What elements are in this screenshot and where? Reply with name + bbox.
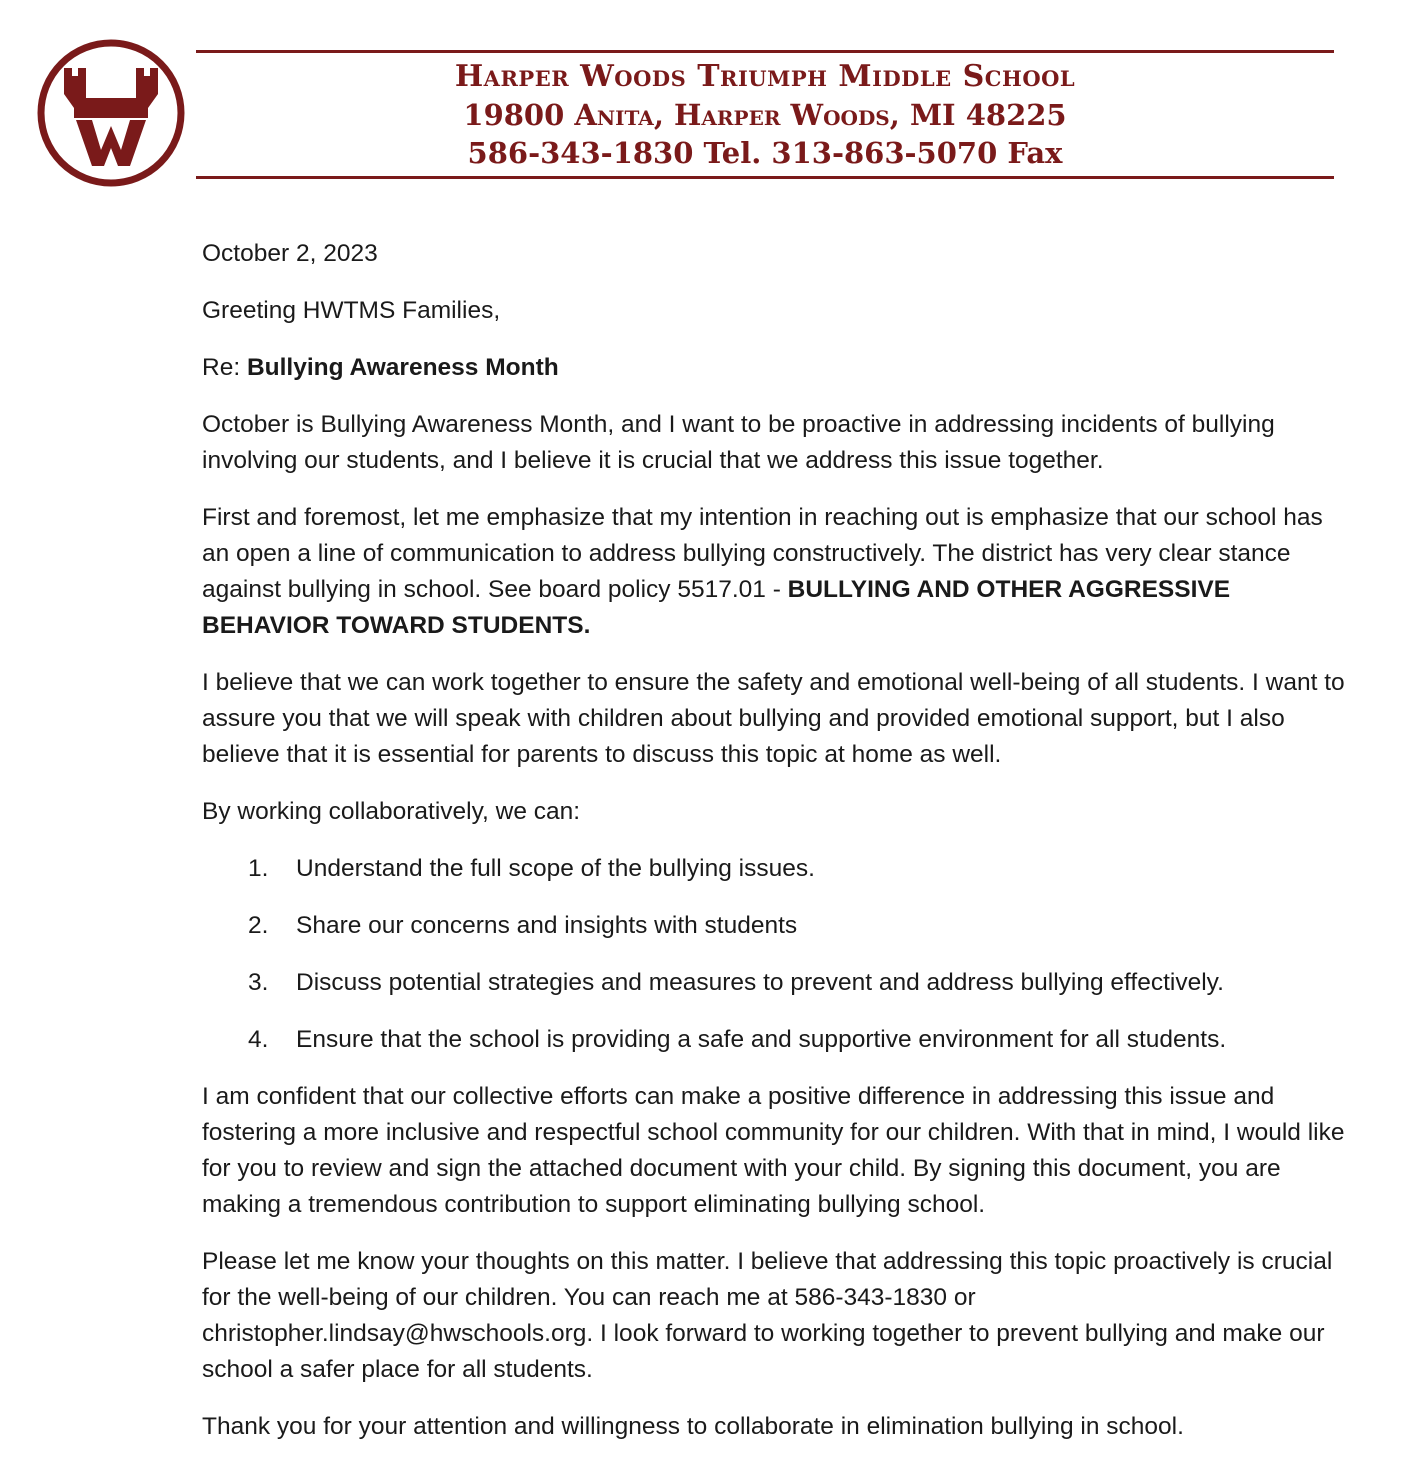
list-intro: By working collaboratively, we can: [202, 798, 581, 825]
list-item [202, 851, 1352, 887]
goals-list [202, 851, 1352, 1058]
header-top-rule [196, 50, 1334, 53]
school-logo [36, 38, 186, 188]
list-item [202, 1022, 1352, 1058]
paragraph-intro: October is Bullying Awareness Month, and I want to be proactive in addressing incidents of bullying involving our students, and I believe it is crucial that we address this issue together. [202, 411, 1275, 474]
list-item-text: Understand the full scope of the bullying issues. [296, 855, 815, 882]
list-item [202, 908, 1352, 944]
re-subject: Bullying Awareness Month [246, 354, 559, 381]
paragraph-support: I believe that we can work together to ensure the safety and emotional well-being of all students. I want to assure you that we will speak with children about bullying and provided emotional support, but I also believe that it is essential for parents to discuss this topic at home as well. [202, 669, 1345, 768]
list-item-number: 3. [248, 969, 269, 996]
list-item-number: 2. [248, 912, 269, 939]
paragraph-contact: Please let me know your thoughts on this matter. I believe that addressing this topic proactively is crucial for the well-being of our children. You can reach me at 586-343-1830 or christopher.lindsay@hwschools.org. I look forward to working together to prevent bullying and make our school a safer place for all students. [202, 1248, 1333, 1383]
paragraph-policy [202, 500, 1352, 644]
paragraph-thanks: Thank you for your attention and willingness to collaborate in elimination bullying in school. [202, 1413, 1184, 1440]
re-label: Re: [202, 354, 241, 381]
school-address: 19800 Anita, Harper Woods, MI 48225 [463, 98, 1067, 132]
letter-body [202, 236, 1352, 1466]
paragraph-policy-text: First and foremost, let me emphasize that my intention in reaching out is emphasize that our school has an open a line of communication to address bullying constructively. The district has very clear stance against bullying in school. See board policy 5517.01 - [202, 504, 1323, 603]
school-name: Harper Woods Triumph Middle School [454, 59, 1076, 94]
letterhead [196, 58, 1334, 172]
header-bottom-rule [196, 176, 1334, 179]
list-item-number: 1. [248, 855, 269, 882]
paragraph-confidence: I am confident that our collective efforts can make a positive difference in addressing this issue and fostering a more inclusive and respectful school community for our children. With that in mind, I would like for you to review and sign the attached document with your child. By signing this document, you are making a tremendous contribution to support eliminating bullying school. [202, 1083, 1345, 1218]
letter-date: October 2, 2023 [202, 240, 378, 267]
policy-title: BULLYING AND OTHER AGGRESSIVE BEHAVIOR TOWARD STUDENTS. [202, 576, 1231, 639]
school-phone-fax: 586-343-1830 Tel. 313-863-5070 Fax [467, 136, 1063, 170]
list-item-number: 4. [248, 1026, 269, 1053]
list-item-text: Share our concerns and insights with students [296, 912, 798, 939]
letter-greeting: Greeting HWTMS Families, [202, 297, 501, 324]
list-item-text: Ensure that the school is providing a safe and supportive environment for all students. [296, 1026, 1227, 1053]
list-item-text: Discuss potential strategies and measures to prevent and address bullying effectively. [296, 969, 1224, 996]
letter-subject-line [202, 350, 1352, 386]
list-item [202, 965, 1352, 1001]
